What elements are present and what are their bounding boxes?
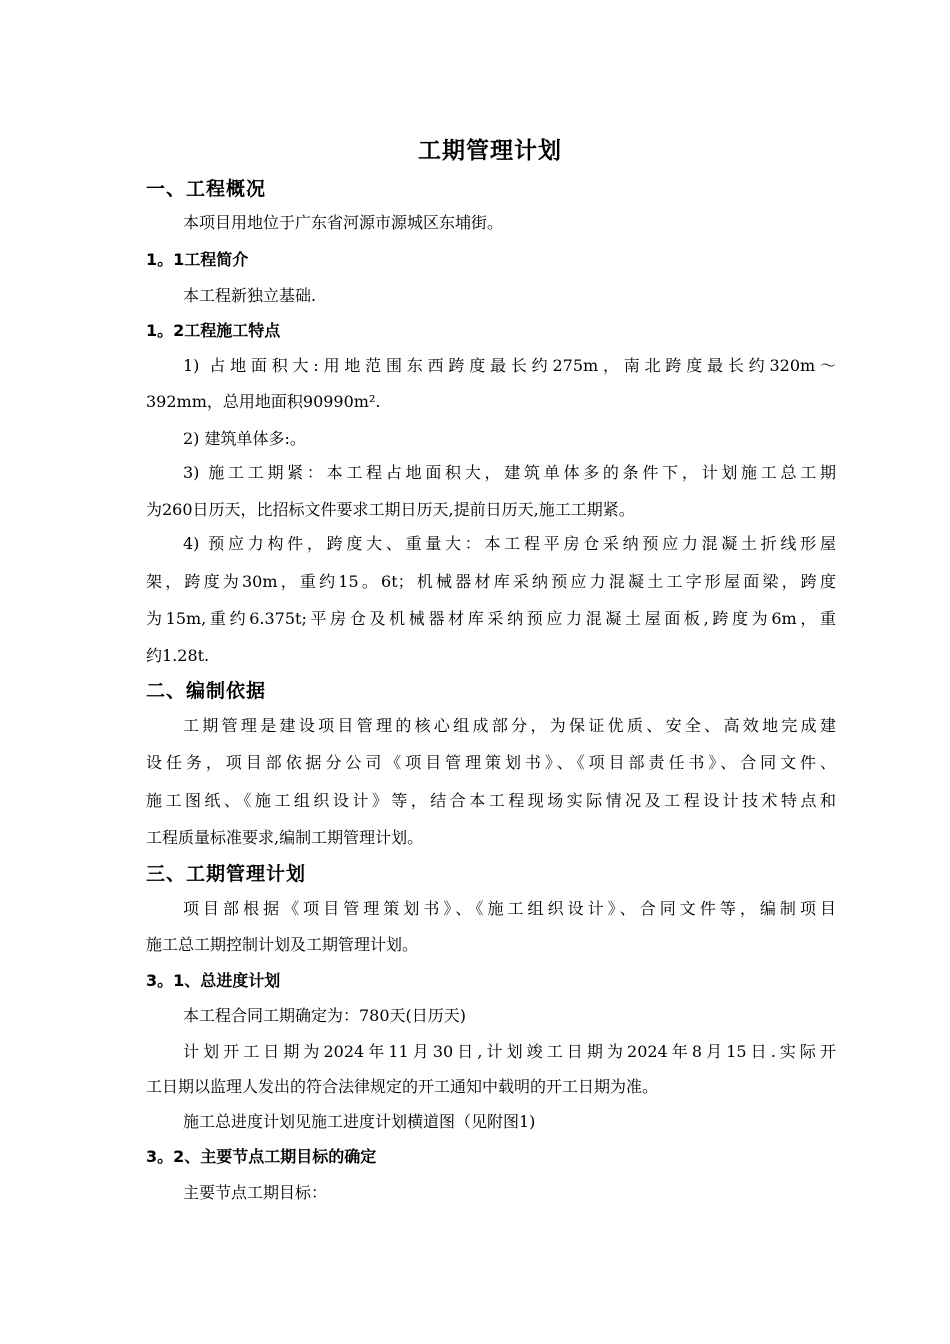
subsection-3-2-line-1: 主要节点工期目标： bbox=[183, 1183, 328, 1202]
section-1-intro: 本项目用地位于广东省河源市源城区东埔街。 bbox=[183, 213, 504, 232]
feature-4-line-1: 4) 预应力构件，跨度大、重量大：本工程平房仓采纳预应力混凝土折线形屋 bbox=[183, 534, 836, 553]
section-2-line-4: 工程质量标准要求,编制工期管理计划。 bbox=[146, 828, 424, 847]
feature-2: 2) 建筑单体多:。 bbox=[183, 429, 306, 448]
subsection-1-1-text: 本工程新独立基础. bbox=[183, 286, 317, 305]
section-3-line-1: 项目部根据《项目管理策划书》、《施工组织设计》、合同文件等，编制项目 bbox=[183, 899, 836, 918]
subsection-3-2-heading: 3。2、主要节点工期目标的确定 bbox=[146, 1147, 377, 1166]
section-2-line-2: 设任务，项目部依据分公司《项目管理策划书》、《项目部责任书》、合同文件、 bbox=[146, 753, 836, 772]
subsection-3-1-line-2: 计划开工日期为2024年11月30日,计划竣工日期为2024年8月15日.实际开 bbox=[183, 1042, 836, 1061]
subsection-3-1-line-1: 本工程合同工期确定为：780天(日历天) bbox=[183, 1006, 467, 1025]
feature-1-line-1: 1) 占地面积大:用地范围东西跨度最长约275m，南北跨度最长约320m～ bbox=[183, 356, 836, 375]
subsection-3-1-line-3: 工日期以监理人发出的符合法律规定的开工通知中载明的开工日期为准。 bbox=[146, 1077, 659, 1096]
feature-3-line-2: 为260日历天，比招标文件要求工期日历天,提前日历天,施工工期紧。 bbox=[146, 500, 635, 519]
document-title: 工期管理计划 bbox=[418, 138, 562, 164]
feature-1-line-2: 392mm，总用地面积90990m². bbox=[146, 392, 381, 411]
subsection-3-1-line-4: 施工总进度计划见施工进度计划横道图（见附图1) bbox=[183, 1112, 536, 1131]
feature-4-line-3: 为15m,重约6.375t;平房仓及机械器材库采纳预应力混凝土屋面板,跨度为6m，重 bbox=[146, 609, 836, 628]
section-2-line-3: 施工图纸、《施工组织设计》等，结合本工程现场实际情况及工程设计技术特点和 bbox=[146, 791, 836, 810]
section-2-line-1: 工期管理是建设项目管理的核心组成部分，为保证优质、安全、高效地完成建 bbox=[183, 716, 836, 735]
subsection-1-1-heading: 1。1工程简介 bbox=[146, 250, 249, 269]
section-3-line-2: 施工总工期控制计划及工期管理计划。 bbox=[146, 935, 419, 954]
section-1-heading: 一、工程概况 bbox=[146, 178, 267, 200]
section-3-heading: 三、工期管理计划 bbox=[146, 863, 307, 885]
subsection-1-2-heading: 1。2工程施工特点 bbox=[146, 321, 281, 340]
feature-4-line-2: 架，跨度为30m，重约15。6t；机械器材库采纳预应力混凝土工字形屋面梁，跨度 bbox=[146, 572, 836, 591]
section-2-heading: 二、编制依据 bbox=[146, 680, 267, 702]
subsection-3-1-heading: 3。1、总进度计划 bbox=[146, 971, 281, 990]
feature-4-line-4: 约1.28t. bbox=[146, 646, 210, 665]
feature-3-line-1: 3) 施工工期紧：本工程占地面积大，建筑单体多的条件下，计划施工总工期 bbox=[183, 463, 836, 482]
